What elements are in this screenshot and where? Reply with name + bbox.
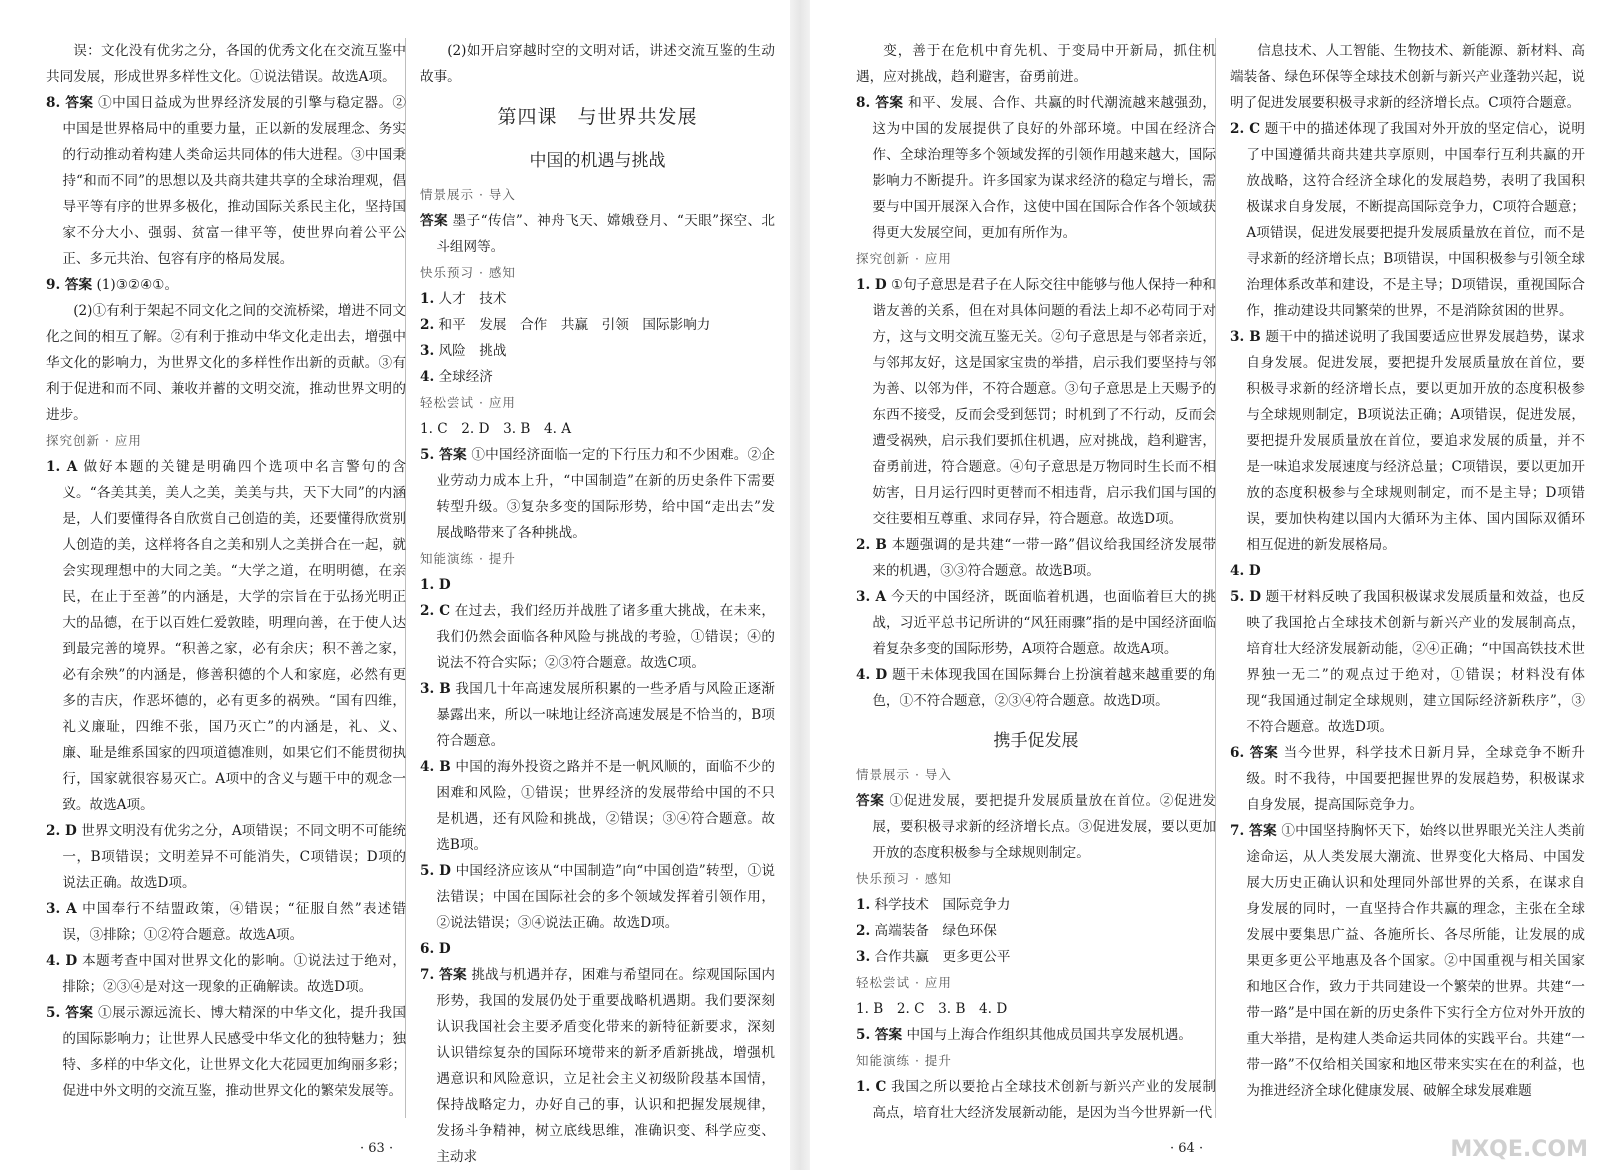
paragraph-text: 探究创新 · 应用 (856, 251, 952, 266)
paragraph (856, 1022, 1216, 1048)
page-64 (810, 0, 1600, 1170)
question-number: 5. 答案 (46, 1005, 94, 1021)
paragraph (856, 662, 1216, 714)
paragraph-text: 全球经济 (438, 369, 493, 385)
paragraph-text: 知能演练 · 提升 (420, 551, 516, 566)
section-body (856, 762, 1216, 1126)
paragraph (46, 948, 406, 1000)
paragraph (1230, 558, 1585, 584)
question-number: 2. (420, 317, 435, 333)
paragraph (420, 442, 775, 546)
paragraph (1230, 584, 1585, 740)
section-heading (420, 546, 775, 572)
section-heading (856, 866, 1216, 892)
paragraph-text: 信息技术、人工智能、生物技术、新能源、新材料、高端装备、绿色环保等全球技术创新与新兴产业蓬勃兴起，说明了促进发展要积极寻求新的经济增长点。C项符合题意。 (1230, 43, 1585, 111)
paragraph-text: 合作共赢 更多更公平 (874, 949, 1011, 965)
paragraph (420, 962, 775, 1170)
paragraph (1230, 38, 1585, 116)
section-title: 携手促发展 (993, 731, 1079, 751)
paragraph (856, 272, 1216, 532)
paragraph-text: 误：文化没有优劣之分，各国的优秀文化在交流互鉴中共同发展，形成世界多样性文化。①说法错误。故选A项。 (46, 43, 406, 85)
question-number: 8. 答案 (856, 95, 904, 111)
paragraph-text: 中国经济应该从“中国制造”向“中国创造”转型，①说法错误；中国在国际社会的多个领域发挥着引领作用，②说法错误；③④说法正确。故选D项。 (436, 863, 776, 931)
question-number: 答案 (856, 793, 885, 809)
paragraph (46, 896, 406, 948)
paragraph-text: (1)③②④①。 (96, 277, 179, 293)
paragraph (420, 598, 775, 676)
paragraph-text: ①促进发展，要把提升发展质量放在首位。②促进发展，要积极寻求新的经济增长点。③促进发展，要以更加开放的态度积极参与全球规则制定。 (872, 793, 1217, 861)
question-number: 答案 (420, 213, 448, 229)
section-title: 中国的机遇与挑战 (529, 151, 666, 171)
paragraph-text: ①中国坚持胸怀天下，始终以世界眼光关注人类前途命运，从人类发展大潮流、世界变化大格局、中国发展大历史正确认识和处理同外部世界的关系，在谋求自身发展的同时，一直坚持合作共赢的理念，主张在全球发展中要集思广益、各施所长、各尽所能，让发展的成果更多更公平地惠及各个国家。②中国重视与相关国家和地区合作，致力于共同建设一个繁荣的世界。共建“一带一路”是中国在新的历史条件下实行全方位对外开放的重大举措，是构建人类命运共同体的实践平台。共建“一带一路”不仅给相关国家和地区带来实实在在的利益，也为推进经济全球化健康发展、破解全球发展难题 (1246, 823, 1585, 1099)
question-number: 3. A (856, 589, 887, 605)
paragraph-text: (2)①有利于架起不同文化之间的交流桥梁，增进不同文化之间的相互了解。②有利于推动中华文化走出去，增强中华文化的影响力，为世界文化的多样性作出新的贡献。③有利于促进和而不同、兼收并蓄的文明交流，推动世界文明的进步。 (46, 303, 406, 423)
paragraph (420, 286, 775, 312)
paragraph (1230, 818, 1585, 1104)
question-number: 3. (420, 343, 435, 359)
paragraph (856, 944, 1216, 970)
paragraph (46, 454, 406, 818)
question-number: 4. D (46, 953, 78, 969)
section-heading (420, 260, 775, 286)
paragraph (420, 936, 775, 962)
question-number: 4. (420, 369, 435, 385)
paragraph (420, 572, 775, 598)
paragraph-text: 风险 挑战 (438, 343, 507, 359)
paragraph (856, 788, 1216, 866)
paragraph-text: 快乐预习 · 感知 (420, 265, 516, 280)
paragraph-text: 1. B 2. C 3. B 4. D (856, 1001, 1008, 1017)
paragraph-text: 本题考查中国对世界文化的影响。①说法过于绝对，排除；②③④是对这一现象的正确解读。故选D项。 (62, 953, 407, 995)
paragraph (46, 1000, 406, 1104)
page-number: · 63 · (360, 1141, 394, 1156)
paragraph-text: 和平、发展、合作、共赢的时代潮流越来越强劲，这为中国的发展提供了良好的外部环境。中国在经济合作、全球治理等多个领域发挥的引领作用越来越大，国际影响力不断提升。许多国家为谋求经济的稳定与增长，需要与中国开展深入合作，这使中国在国际合作各个领域获得更大发展空间，更加有所作为。 (872, 95, 1216, 241)
question-number: 3. A (46, 901, 77, 917)
paragraph-text: 知能演练 · 提升 (856, 1053, 952, 1068)
paragraph-text: 探究创新 · 应用 (46, 433, 142, 448)
section-heading (420, 182, 775, 208)
question-number: 1. D (420, 577, 451, 593)
question-number: 2. D (46, 823, 77, 839)
question-number: 1. D (856, 277, 887, 293)
paragraph-text: 高端装备 绿色环保 (874, 923, 997, 939)
paragraph-text: 轻松尝试 · 应用 (856, 975, 952, 990)
paragraph-text: 科学技术 国际竞争力 (874, 897, 1011, 913)
paragraph-text: ①中国日益成为世界经济发展的引擎与稳定器。②中国是世界格局中的重要力量，正以新的发展理念、务实的行动推动着构建人类命运共同体的伟大进程。③中国秉持“和而不同”的思想以及共商共建共享的全球治理观，倡导平等有序的世界多极化，推动国际关系民主化，坚持国家不分大小、强弱、贫富一律平等，使世界向着公平公正、多元共治、包容有序的格局发展。 (62, 95, 406, 267)
paragraph (856, 892, 1216, 918)
paragraph (46, 272, 406, 298)
paragraph (46, 818, 406, 896)
paragraph (46, 38, 406, 90)
paragraph-text: 墨子“传信”、神舟飞天、嫦娥登月、“天眼”探空、北斗组网等。 (436, 213, 776, 255)
paragraph-text: 1. C 2. D 3. B 4. A (420, 421, 572, 437)
paragraph (420, 858, 775, 936)
paragraph-text: 做好本题的关键是明确四个选项中名言警句的含义。“各美其美，美人之美，美美与共，天下大同”的内涵是，人们要懂得各自欣赏自己创造的美，还要懂得欣赏别人创造的美，这样将各自之美和别人之美拼合在一起，就会实现理想中的大同之美。“大学之道，在明明德，在亲民，在止于至善”的内涵是，大学的宗旨在于弘扬光明正大的品德，在于以百姓仁爱敦睦，明理向善，在于使人达到最完善的境界。“积善之家，必有余庆；积不善之家，必有余殃”的内涵是，修善积德的个人和家庭，必然有更多的吉庆，作恶坏德的，必有更多的祸殃。“国有四维，礼义廉耻，四维不张，国乃灭亡”的内涵是，礼、义、廉、耻是维系国家的四项道德准则，如果它们不能贯彻执行，国家就很容易灭亡。A项中的含义与题干中的观念一致。故选A项。 (62, 459, 406, 813)
question-number: 1. (856, 897, 871, 913)
question-number: 2. (856, 923, 871, 939)
question-number: 2. B (856, 537, 887, 553)
paragraph-text: 情景展示 · 导入 (856, 767, 952, 782)
paragraph (1230, 116, 1585, 324)
paragraph (1230, 740, 1585, 818)
question-number: 5. D (420, 863, 451, 879)
paragraph-text: 快乐预习 · 感知 (856, 871, 952, 886)
paragraph-text: 今天的中国经济，既面临着机遇，也面临着巨大的挑战，习近平总书记所讲的“风狂雨骤”指的是中国经济面临着复杂多变的国际形势，A项符合题意。故选A项。 (872, 589, 1216, 657)
paragraph-text: 本题强调的是共建“一带一路”倡议给我国经济发展带来的机遇，③③符合题意。故选B项。 (872, 537, 1216, 579)
question-number: 3. B (1230, 329, 1261, 345)
paragraph (420, 208, 775, 260)
section-body (420, 182, 775, 1170)
left-page-column-2 (420, 38, 776, 1165)
right-page-column-1 (856, 38, 1216, 1120)
paragraph-text: 我国几十年高速发展所积累的一些矛盾与风险正逐渐暴露出来，所以一味地让经济高速发展是不恰当的，B项符合题意。 (436, 681, 775, 749)
question-number: 2. C (420, 603, 451, 619)
paragraph-text: ①中国经济面临一定的下行压力和不少困难。②企业劳动力成本上升，“中国制造”在新的历史条件下需要转型升级。③复杂多变的国际形势，给中国“走出去”发展战略带来了各种挑战。 (436, 447, 775, 541)
question-number: 4. B (420, 759, 451, 775)
paragraph-text: 轻松尝试 · 应用 (420, 395, 516, 410)
question-number: 5. 答案 (856, 1027, 903, 1043)
section-heading (856, 246, 1216, 272)
paragraph-text: 中国的海外投资之路并不是一帆风顺的，面临不少的困难和风险，①错误；世界经济的发展带给中国的不只是机遇，还有风险和挑战，②错误；③④符合题意。故选B项。 (436, 759, 775, 853)
question-number: 7. 答案 (420, 967, 467, 983)
paragraph (856, 918, 1216, 944)
section-heading (856, 762, 1216, 788)
paragraph (420, 364, 775, 390)
paragraph-text: ①展示源远流长、博大精深的中华文化，提升我国的国际影响力；让世界人民感受中华文化的独特魅力；独特、多样的中华文化，让世界文化大花园更加绚丽多彩；促进中外文明的交流互鉴，推动世界文化的繁荣发展等。 (62, 1005, 406, 1099)
question-number: 8. 答案 (46, 95, 94, 111)
page-number: · 64 · (1170, 1141, 1204, 1156)
paragraph (856, 1074, 1216, 1126)
paragraph (856, 532, 1216, 584)
lesson-title: 第四课 与世界共发展 (497, 106, 698, 128)
question-number: 4. D (856, 667, 888, 683)
paragraph (856, 38, 1216, 90)
paragraph-text: 题干材料反映了我国积极谋求发展质量和效益，也反映了我国抢占全球技术创新与新兴产业的发展制高点，培育壮大经济发展新动能，②④正确；“中国高铁技术世界独一无二”的观点过于绝对，①错误；材料没有体现“我国通过制定全球规则，建立国际经济新秩序”，③不符合题意。故选D项。 (1246, 589, 1586, 735)
paragraph (856, 996, 1216, 1022)
col2-top-text (420, 38, 775, 90)
paragraph-text: 变，善于在危机中育先机、于变局中开新局，抓住机遇，应对挑战，趋利避害，奋勇前进。 (856, 43, 1216, 85)
paragraph-text: ①句子意思是君子在人际交往中能够与他人保持一种和谐友善的关系，但在对具体问题的看法上却不必苟同于对方，这与文明交流互鉴无关。②句子意思是与邻者亲近，与邻邦友好，这是国家宝贵的举措，启示我们要坚持与邻为善、以邻为伴，不符合题意。③句子意思是上天赐予的东西不接受，反而会受到惩罚；时机到了不行动，反而会遭受祸殃，启示我们要抓住机遇，应对挑战，趋利避害，奋勇前进，符合题意。④句子意思是万物同时生长而不相妨害，日月运行四时更替而不相违背，启示我们国与国的交往要相互尊重、求同存异，符合题意。故选D项。 (872, 277, 1216, 527)
section-heading (420, 390, 775, 416)
question-number: 2. C (1230, 121, 1261, 137)
paragraph-text: 在过去，我们经历并战胜了诸多重大挑战，在未来，我们仍然会面临各种风险与挑战的考验，①错误；④的说法不符合实际；②③符合题意。故选C项。 (436, 603, 775, 671)
paragraph (46, 90, 406, 272)
paragraph (856, 584, 1216, 662)
right-page-column-2 (1230, 38, 1585, 1120)
question-number: 6. D (420, 941, 451, 957)
question-number: 3. B (420, 681, 451, 697)
question-number: 5. D (1230, 589, 1262, 605)
question-number: 9. 答案 (46, 277, 93, 293)
question-number: 5. 答案 (420, 447, 467, 463)
question-number: 3. (856, 949, 871, 965)
paragraph-text: 题干未体现我国在国际舞台上扮演着越来越重要的角色，①不符合题意，②③④符合题意。故选D项。 (872, 667, 1217, 709)
paragraph (420, 312, 775, 338)
question-number: 1. A (46, 459, 78, 475)
watermark-logo: MXQE.COM (1450, 1137, 1588, 1162)
paragraph-text: 中国奉行不结盟政策，④错误；“征服自然”表述错误，③排除；①②符合题意。故选A项。 (62, 901, 406, 943)
question-number: 7. 答案 (1230, 823, 1277, 839)
book-gutter (790, 0, 810, 1170)
paragraph-text: 世界文明没有优劣之分，A项错误；不同文明不可能统一，B项错误；文明差异不可能消失，C项错误；D项的说法正确。故选D项。 (62, 823, 406, 891)
question-number: 4. D (1230, 563, 1261, 579)
section-heading (856, 970, 1216, 996)
paragraph (420, 754, 775, 858)
question-number: 6. 答案 (1230, 745, 1279, 761)
paragraph (420, 676, 775, 754)
question-number: 1. C (856, 1079, 887, 1095)
paragraph-text: 中国与上海合作组织其他成员国共享发展机遇。 (906, 1027, 1192, 1043)
paragraph-text: 情景展示 · 导入 (420, 187, 516, 202)
paragraph (856, 90, 1216, 246)
paragraph (1230, 324, 1585, 558)
page-63 (0, 0, 790, 1170)
question-number: 1. (420, 291, 435, 307)
paragraph-text: 人才 技术 (438, 291, 507, 307)
paragraph (420, 38, 775, 90)
paragraph-text: 题干中的描述说明了我国要适应世界发展趋势，谋求自身发展。促进发展，要把提升发展质量放在首位，要积极寻求新的经济增长点，要以更加开放的态度积极参与全球规则制定，B项说法正确；A项错误，促进发展，要把提升发展质量放在首位，要追求发展的质量，并不是一味追求发展速度与经济总量；C项错误，要以更加开放的态度积极参与全球规则制定，而不是主导；D项错误，要加快构建以国内大循环为主体、国内国际双循环相互促进的新发展格局。 (1246, 329, 1585, 553)
paragraph (420, 338, 775, 364)
left-page-column-1 (46, 38, 406, 1120)
col1-text (856, 38, 1216, 714)
section-heading (856, 1048, 1216, 1074)
paragraph-text: 挑战与机遇并存，困难与希望同在。综观国际国内形势，我国的发展仍处于重要战略机遇期。我们要深刻认识我国社会主要矛盾变化带来的新特征新要求，深刻认识错综复杂的国际环境带来的新矛盾新挑战，增强机遇意识和风险意识，立足社会主义初级阶段基本国情，保持战略定力，办好自己的事，认识和把握发展规律，发扬斗争精神，树立底线思维，准确识变、科学应变、主动求 (436, 967, 775, 1165)
paragraph-text: 题干中的描述体现了我国对外开放的坚定信心，说明了中国遵循共商共建共享原则，中国奉行互利共赢的开放战略，这符合经济全球化的发展趋势，表明了我国积极谋求自身发展，不断提高国际竞争力，C项符合题意；A项错误，促进发展要把提升发展质量放在首位，而不是寻求新的经济增长点；B项错误，中国积极参与引领全球治理体系改革和建设，不是主导；D项错误，重视国际合作，推动建设共同繁荣的世界，不是消除贫困的世界。 (1246, 121, 1585, 319)
paragraph (46, 298, 406, 428)
paragraph-text: 我国之所以要抢占全球技术创新与新兴产业的发展制高点，培育壮大经济发展新动能，是因为当今世界新一代 (872, 1079, 1216, 1121)
paragraph-text: 当今世界，科学技术日新月异，全球竞争不断升级。时不我待，中国要把握世界的发展趋势，积极谋求自身发展，提高国际竞争力。 (1246, 745, 1585, 813)
paragraph-text: 和平 发展 合作 共赢 引领 国际影响力 (438, 317, 711, 333)
paragraph-text: (2)如开启穿越时空的文明对话，讲述交流互鉴的生动故事。 (420, 43, 775, 85)
section-heading (46, 428, 406, 454)
paragraph (420, 416, 775, 442)
